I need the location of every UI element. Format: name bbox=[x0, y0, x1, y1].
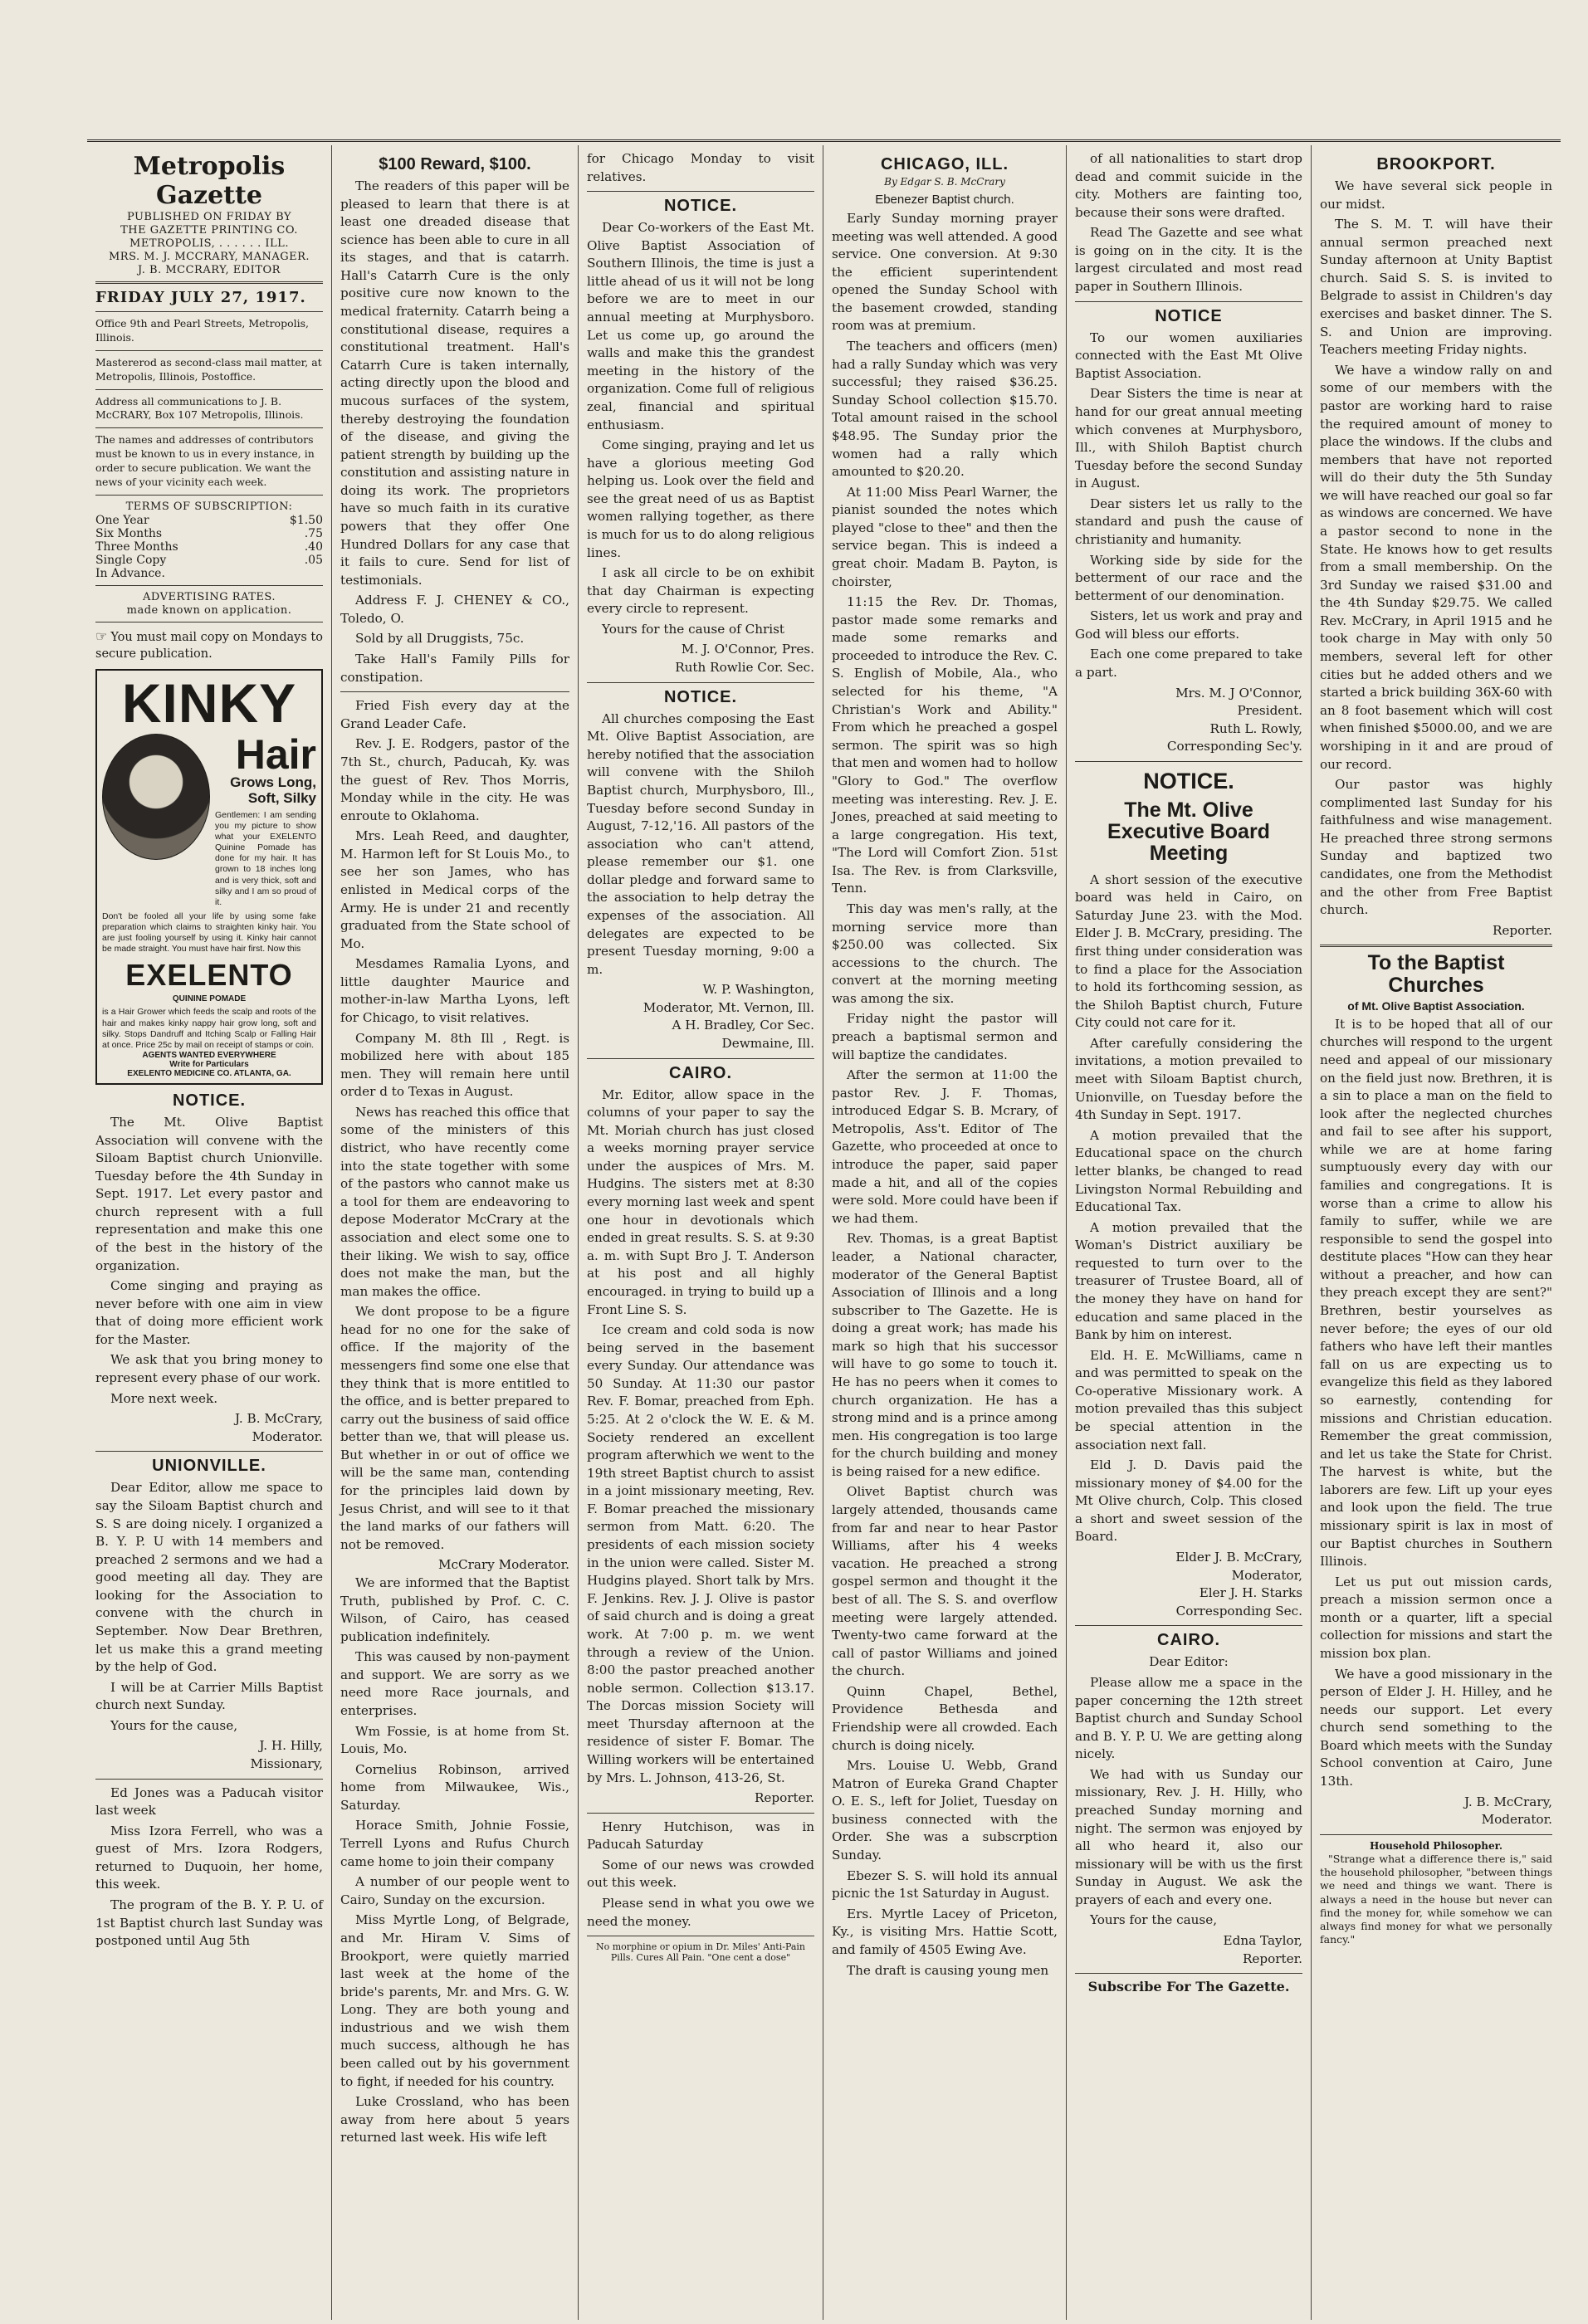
cairo-2-headline: CAIRO. bbox=[1157, 1631, 1220, 1650]
divider bbox=[95, 1779, 323, 1780]
subscription-title: TERMS OF SUBSCRIPTION: bbox=[125, 500, 293, 513]
paragraph: A motion prevailed that the Woman's District auxiliary be requested to turn over to the treasurer of Trustee Board, all of the money they have on hand for education and same placed in the Bank by him on interest. bbox=[1075, 1219, 1302, 1343]
paragraph: Ebezer S. S. will hold its annual picnic the 1st Saturday in August. bbox=[832, 1868, 1058, 1902]
subscription-row bbox=[95, 514, 323, 527]
subscription-term: Six Months bbox=[95, 526, 163, 540]
unionville-article bbox=[95, 1479, 323, 1735]
paragraph: Dear sisters let us rally to the standard and push the cause of christianity and humanity. bbox=[1075, 496, 1302, 547]
paragraph: After carefully considering the invitations, a motion prevailed to meet with Siloam Baptist church, Unionville, on Tuesday before the 4th Sunday in Sept. 1917. bbox=[1075, 1035, 1302, 1123]
paragraph: We are informed that the Baptist Truth, published by Prof. C. C. Wilson, of Cairo, has ceased publication indefinitely. bbox=[340, 1575, 569, 1644]
brookport-reporter: Reporter. bbox=[1492, 922, 1552, 938]
cairo-2-article bbox=[1075, 1674, 1302, 1930]
paragraph: Sold by all Druggists, 75c. bbox=[355, 631, 525, 647]
signature-line: Ruth Rowlie Cor. Sec. bbox=[675, 660, 814, 676]
paragraph: The Mt. Olive Baptist Association will convene with the Siloam Baptist church Unionville. Tuesday before the 4th Sunday in Sept. 1917. Let every pastor and church represent with a full representation and make this one of the best in the history of the organization. bbox=[95, 1114, 323, 1273]
kinky-hair-advertisement bbox=[95, 669, 323, 1085]
subscription-table bbox=[95, 514, 323, 580]
paragraph: A number of our people went to Cairo, Sunday on the excursion. bbox=[340, 1874, 569, 1907]
subscription-term: One Year bbox=[95, 513, 149, 527]
paragraph: Each one come prepared to take a part. bbox=[1075, 647, 1302, 681]
moderator-signature: McCrary Moderator. bbox=[437, 1557, 569, 1573]
subscription-price: .05 bbox=[304, 553, 323, 567]
paragraph: Luke Crossland, who has been away from here about 5 years returned last week. His wife left bbox=[340, 2094, 569, 2146]
address-notice: Address all communications to J. B. McCRARY, Box 107 Metropolis, Illinois. bbox=[95, 394, 304, 422]
divider bbox=[95, 427, 323, 428]
paragraph: Ed Jones was a Paducah visitor last week bbox=[95, 1784, 323, 1819]
household-headline: Household Philosopher. bbox=[1369, 1839, 1503, 1852]
ad-product-sub: QUININE POMADE bbox=[172, 994, 247, 1004]
newspaper-page bbox=[87, 145, 1561, 2320]
paragraph: Ice cream and cold soda is now being served in the basement every Sunday. Our attendance was 50 Sunday. At 11:30 our pastor Rev. F. Bomar, preached from Eph. 5:25. At 2 o'clock the W. E. & M. Society rendered an excellent program afterwhich we went to the 19th street Baptist church to assist in a joint missionary meeting, Rev. F. Bomar preached the missionary sermon from Matt. 6:20. The presidents of each mission society in the union were called. Sister M. Hudgins played. Short talk by Mrs. F. Jenkins. Rev. J. J. Olive is pastor of said church and is doing a great work. At 7:00 p. m. we went through a review of the Union. 8:00 the pastor preached another noble sermon. Collection $13.17. The Dorcas mission Society will meet Thursday afternoon at the residence of sister F. Bomar. The Willing workers will be entertained by Mrs. L. Johnson, 413-26, St. bbox=[587, 1322, 814, 1785]
paragraph: Early Sunday morning prayer meeting was well attended. A good service. One conversion. At 9:30 the efficient superintendent opened the Sunday School with the basement crowded, standing room was at premium. bbox=[832, 211, 1058, 334]
cairo-reporter: Reporter. bbox=[754, 1790, 814, 1806]
paragraph: Please send in what you owe we need the money. bbox=[587, 1896, 814, 1929]
notice-churches-headline: NOTICE. bbox=[663, 687, 738, 706]
paragraph: Our pastor was highly complimented last Sunday for his faithfulness and wise management. He preached three strong sermons Sunday and baptized two candidates, one from the Methodist and the other from Free Baptist church. bbox=[1320, 777, 1552, 918]
divider bbox=[1320, 1834, 1552, 1835]
ad-write: Write for Particulars bbox=[169, 1059, 249, 1069]
paragraph: Yours for the cause, bbox=[1090, 1912, 1218, 1928]
paragraph: Sisters, let us work and pray and God will bless our efforts. bbox=[1075, 608, 1302, 642]
ad-product: EXELENTO bbox=[125, 958, 293, 993]
paragraph: A motion prevailed that the Educational space on the church letter blanks, be changed to read Livingston Normal Rebuilding and Educational Tax. bbox=[1075, 1127, 1302, 1215]
baptist-churches-subhead: of Mt. Olive Baptist Association. bbox=[1347, 998, 1525, 1013]
paragraph: Fried Fish every day at the Grand Leader Cafe. bbox=[340, 698, 569, 731]
signature-line: Corresponding Sec'y. bbox=[1166, 739, 1302, 754]
paragraph: Olivet Baptist church was largely attended, thousands came from far and near to hear Pastor Williams, after his 4 weeks vacation. He preached a strong gospel sermon and thought it the best of all. The S. S. and overflow meeting were largely attended. Twenty-two came forward at the call of pastor Williams and joined the church. bbox=[832, 1484, 1058, 1679]
signature-line: Eler J. H. Starks bbox=[1199, 1585, 1302, 1601]
notice-signature bbox=[95, 1410, 323, 1446]
baptist-churches-signature bbox=[1320, 1794, 1552, 1829]
divider bbox=[1075, 1973, 1302, 1974]
subscription-price: $1.50 bbox=[289, 513, 323, 527]
continued-text: for Chicago Monday to visit relatives. bbox=[587, 151, 814, 184]
paragraph: Friday night the pastor will preach a baptismal sermon and will baptize the candidates. bbox=[832, 1011, 1058, 1062]
notice-churches-signature bbox=[587, 981, 814, 1052]
paragraph: The program of the B. Y. P. U. of 1st Baptist church last Sunday was postponed until Aug 5th bbox=[95, 1897, 323, 1949]
subscription-price bbox=[257, 567, 323, 580]
auxiliary-notice-headline: NOTICE bbox=[1155, 306, 1223, 325]
paragraph: Ers. Myrtle Lacey of Priceton, Ky., is visiting Mrs. Hattie Scott, and family of 4505 Ewing Ave. bbox=[832, 1906, 1058, 1957]
ad-company: EXELENTO MEDICINE CO. ATLANTA, GA. bbox=[127, 1068, 291, 1078]
chicago-headline: CHICAGO, ILL. bbox=[880, 155, 1009, 173]
paragraph: I ask all circle to be on exhibit that day Chairman is expecting every circle to represent. bbox=[587, 565, 814, 617]
signature-line: Reporter. bbox=[1242, 1950, 1302, 1966]
executive-board-headline: The Mt. Olive Executive Board Meeting bbox=[1107, 798, 1270, 866]
divider bbox=[1075, 1625, 1302, 1626]
signature-line: Elder J. B. McCrary, bbox=[1175, 1550, 1302, 1565]
local-news-2 bbox=[340, 1575, 569, 2147]
auxiliary-notice-article bbox=[1075, 330, 1302, 682]
chicago-article bbox=[832, 210, 1058, 1980]
reward-headline: $100 Reward, $100. bbox=[379, 155, 531, 173]
signature-line: A H. Bradley, Cor Sec. bbox=[672, 1018, 814, 1033]
paragraph: Dear Co-workers of the East Mt. Olive Baptist Association of Southern Illinois, the time is just a little ahead of us it will not be long before we are to meet in our annual meeting at Murphysboro. Let us come up, go around the walls and make this the grandest meeting in the history of the organization. Come full of religious zeal, financial and spiritual enthusiasm. bbox=[587, 220, 814, 432]
paragraph: More next week. bbox=[110, 1390, 218, 1406]
paragraph: This day was men's rally, at the morning service more than $250.00 was collected. Six accessions to the church. The convert at the morning meeting was among the six. bbox=[832, 901, 1058, 1006]
paragraph: Come singing, praying and let us have a glorious meeting God helping us. Look over the field and see the great need of us as Baptist women rallying together, as there is much for us to do along religious lines. bbox=[587, 437, 814, 560]
signature-line: Edna Taylor, bbox=[1223, 1933, 1302, 1949]
household-text: "Strange what a difference there is," said the household philosopher, "between things we need and things we want. There is always a need in the house but never can find the money for, while somehow we can always find money for what we personally fancy." bbox=[1320, 1852, 1552, 1946]
signature-line: Moderator. bbox=[252, 1428, 323, 1444]
divider bbox=[95, 350, 323, 351]
signature-line: M. J. O'Connor, Pres. bbox=[681, 642, 814, 657]
paragraph: A short session of the executive board was held in Cairo, on Saturday June 23. with the Mod. Elder J. B. McCrary, presiding. The first thing under consideration was to find a place for the Association to hold its forthcoming session, as the Shiloh Baptist church, Future City could not care for it. bbox=[1075, 872, 1302, 1031]
paragraph: of all nationalities to start drop dead and commit suicide in the city. Mothers are fainting too, because their sons were drafted. bbox=[1075, 151, 1302, 220]
baptist-churches-headline: To the Baptist Churches bbox=[1367, 951, 1505, 997]
paragraph: We have several sick people in our midst. bbox=[1320, 178, 1552, 212]
signature-line: Moderator. bbox=[1481, 1812, 1552, 1828]
cairo-headline: CAIRO. bbox=[669, 1063, 732, 1082]
masthead-title: Metropolis Gazette bbox=[133, 152, 286, 210]
subscription-term: Three Months bbox=[95, 540, 178, 554]
column-2 bbox=[332, 145, 579, 2320]
divider bbox=[95, 389, 323, 390]
paragraph: News has reached this office that some of the ministers of this district, who have recently come into the state together with some of the pastors who cannot make us a tool for them are endeavoring to depose Moderator McCrary at the association and elect some one to their liking. We wish to say, office does not make the man, but the man makes the office. bbox=[340, 1104, 570, 1299]
office-address: Office 9th and Pearl Streets, Metropolis, Illinois. bbox=[95, 317, 309, 344]
cairo-article bbox=[587, 1086, 814, 1788]
paragraph: Rev. Thomas, is a great Baptist leader, a National character, moderator of the General Baptist Association of Illinois and a long subscriber to The Gazette. He is doing a great work; has made his mark so high that his successor will have to go some to touch it. He has no peers when it comes to church organization. He has a strong mind and is a prince among men. His congregation is too large for the church building and money is being raised for a new edifice. bbox=[832, 1231, 1058, 1479]
unionville-headline: UNIONVILLE. bbox=[152, 1457, 266, 1476]
subscription-row bbox=[95, 527, 323, 540]
paragraph: Please allow me a space in the paper concerning the 12th street Baptist church and Sunday School and B. Y. P. U. We are getting along nicely. bbox=[1075, 1674, 1302, 1762]
paragraph: Quinn Chapel, Bethel, Providence Bethesda and Friendship were all crowded. Each church is doing nicely. bbox=[832, 1683, 1058, 1753]
paragraph: Let us put out mission cards, preach a mission sermon once a month or a quarter, lift a special collection for missions and start the mission box plan. bbox=[1320, 1574, 1552, 1662]
executive-board-signature bbox=[1075, 1549, 1302, 1620]
masthead-published: PUBLISHED ON FRIDAY BY bbox=[126, 211, 292, 223]
paragraph: All churches composing the East Mt. Olive Baptist Association, are hereby notified that the association will convene with the Shiloh Baptist church, Murphysboro, Ill., Tuesday before second Sunday in August, 7-12,'16. All pastors of the association who can't attend, please remember our $1. one dollar pledge and forward same to the association to help detray the expenses of the association. All delegates are expected to be present Tuesday morning, 9:00 a m. bbox=[587, 710, 814, 977]
ad-grower: is a Hair Grower which feeds the scalp and roots of the hair and makes kinky nappy hair grow long, soft and silky. Stops Dandruff and Itching Scalp or Falling Hair at once. Price 25c by mail on receipt of stamps or coin. bbox=[102, 1007, 316, 1050]
paragraph: Mrs. Leah Reed, and daughter, M. Harmon left for St Louis Mo., to see her son James, who has enlisted in Medical corps of the Army. He is under 21 and recently graduated from the State school of Mo. bbox=[340, 828, 569, 951]
paragraph: Address F. J. CHENEY & CO., Toledo, O. bbox=[340, 593, 569, 626]
paragraph: At 11:00 Miss Pearl Warner, the pianist sounded the notes which played "close to thee" and then the service began. This is indeed a great choir. Madam B. Payton, is choirster, bbox=[832, 484, 1058, 589]
executive-board-article bbox=[1075, 872, 1302, 1546]
reward-article bbox=[340, 178, 569, 686]
paragraph: The S. M. T. will have their annual sermon preached next Sunday afternoon at Unity Baptist church. Said S. S. is invited to Belgrade to assist in Children's day exercises and basket dinner. The S. S. and Union are improving. Teachers meeting Friday nights. bbox=[1320, 217, 1552, 358]
paragraph: Mrs. Louise U. Webb, Grand Matron of Eureka Grand Chapter O. E. S., left for Joliet, Tuesday on business connected with the Order. She was a subscrption Sunday. bbox=[832, 1758, 1058, 1863]
advertising-title: ADVERTISING RATES. bbox=[143, 590, 276, 603]
paragraph: After the sermon at 11:00 the pastor Rev. J. F. Thomas, introduced Edgar S. B. Mcrary, of Metropolis, Ass't. Editor of The Gazette, who proceeded at once to introduce the paper, said paper made a hit, and all of the copies were sold. More could have been if we had them. bbox=[832, 1067, 1058, 1226]
paragraph: Company M. 8th Ill , Regt. is mobilized here with about 185 men. They will remain here until order d to Texas in August. bbox=[340, 1030, 569, 1100]
signature-line: Moderator, bbox=[1231, 1567, 1302, 1583]
ad-headline: KINKY bbox=[121, 672, 297, 735]
paragraph: Henry Hutchison, was in Paducah Saturday bbox=[587, 1819, 814, 1853]
divider bbox=[95, 311, 323, 312]
miles-pills-ad: No morphine or opium in Dr. Miles' Anti-Pain Pills. Cures All Pain. "One cent a dose" bbox=[595, 1941, 806, 1964]
divider bbox=[340, 691, 569, 692]
signature-line: W. P. Washington, bbox=[702, 982, 814, 998]
paragraph: This was caused by non-payment and support. We are sorry as we need more Race journals, and enterprises. bbox=[340, 1649, 569, 1718]
notice-headline: NOTICE. bbox=[172, 1091, 247, 1110]
column-3 bbox=[579, 145, 823, 2320]
mail-note: ☞ You must mail copy on Mondays to secure publication. bbox=[95, 627, 323, 662]
divider bbox=[1320, 945, 1552, 947]
signature-line: J. H. Hilly, bbox=[259, 1738, 323, 1754]
masthead-manager: MRS. M. J. MCCRARY, MANAGER. bbox=[108, 251, 310, 263]
subscription-row bbox=[95, 567, 323, 580]
paragraph: We dont propose to be a figure head for no one for the sake of office. If the majority of the messengers find some one else that they think that is more entitled to the office, and is better prepared to carry out the business of said office better than we, that will please us. But whether in or out of office we will be the same man, contending for the principles laid down by Jesus Christ, and will see to it that the land marks of our fathers will not be removed. bbox=[340, 1304, 569, 1552]
paragraph: Horace Smith, Johnie Fossie, Terrell Lyons and Rufus Church came home to join their company bbox=[340, 1818, 569, 1869]
signature-line: Moderator, Mt. Vernon, Ill. bbox=[643, 999, 814, 1015]
paragraph: To our women auxiliaries connected with the East Mt Olive Baptist Association. bbox=[1075, 330, 1302, 381]
signature-line: Missionary, bbox=[250, 1756, 323, 1772]
paragraph: I will be at Carrier Mills Baptist church next Sunday. bbox=[95, 1679, 323, 1713]
paragraph: Dear Sisters the time is near at hand for our great annual meeting which convenes at Murphysboro, Ill., with Shiloh Baptist church Tuesday before the second Sunday in August. bbox=[1075, 386, 1302, 491]
divider bbox=[587, 682, 814, 683]
masthead-editor: J. B. MCCRARY, EDITOR bbox=[138, 264, 281, 276]
paragraph: The teachers and officers (men) had a rally Sunday which was very successful; they raised $36.25. Sunday School collection $15.70. Total amount raised in the school $48.95. The Sunday prior the women had a rally which amounted to $20.20. bbox=[832, 339, 1058, 480]
paragraph: Eld J. D. Davis paid the missionary money of $4.00 for the Mt Olive church, Colp. This closed a short and sweet session of the Board. bbox=[1075, 1457, 1302, 1545]
masthead-company: THE GAZETTE PRINTING CO. bbox=[120, 224, 298, 237]
paragraph: Dear Editor, allow me space to say the Siloam Baptist church and S. S are doing nicely. I organized a B. Y. P. U with 14 members and preached 2 sermons and we had a good meeting all day. They are looking for the Association to convene with the church in September. Now Dear Brethren, let us make this a grand meeting by the help of God. bbox=[95, 1480, 323, 1675]
local-items bbox=[95, 1784, 323, 1950]
paragraph: 11:15 the Rev. Dr. Thomas, pastor made some remarks and made some remarks and proceeded to introduce the Rev. C. S. English of Mobile, Ala., who selected for his theme, "A Christian's Work and Ability." From which he preached a gospel sermon. The spirit was so high that men and women had to hollow "Glory to God." The overflow meeting was interesting. Rev. J. E. Jones, preached at said meeting to a large congregation. His text, "The Lord will Comfort Zion. 51st Isa. The Rev. is from Clarksville, Tenn. bbox=[832, 594, 1058, 896]
paragraph: Rev. J. E. Rodgers, pastor of the 7th St., church, Paducah, Ky. was the guest of Rev. Thos Morris, Monday while in the city. He was enroute to Oklahoma. bbox=[340, 736, 569, 823]
unionville-signature bbox=[95, 1737, 323, 1773]
baptist-churches-article bbox=[1320, 1016, 1552, 1791]
paragraph: The draft is causing young men bbox=[847, 1962, 1049, 1978]
subscription-term: In Advance. bbox=[95, 566, 165, 580]
paragraph: Yours for the cause, bbox=[110, 1717, 238, 1733]
brookport-article bbox=[1320, 178, 1552, 920]
executive-notice-headline: NOTICE. bbox=[1143, 768, 1234, 793]
signature-line: Ruth L. Rowly, bbox=[1209, 720, 1302, 736]
column-1 bbox=[87, 145, 332, 2320]
subscription-price: .40 bbox=[304, 540, 323, 554]
ad-body: Don't be fooled all your life by using some fake preparation which claims to straighten kinky hair. You are just fooling yourself by using it. Kinky hair cannot be made straight. You must have hair first. Now this bbox=[102, 911, 316, 954]
subscription-row bbox=[95, 540, 323, 554]
paragraph: Take Hall's Family Pills for constipation. bbox=[340, 652, 569, 685]
divider bbox=[95, 281, 323, 284]
paragraph: Miss Izora Ferrell, who was a guest of Mrs. Izora Rodgers, returned to Duquoin, her home, this week. bbox=[95, 1823, 323, 1892]
divider bbox=[95, 585, 323, 586]
paragraph: Mr. Editor, allow space in the columns of your paper to say the Mt. Moriah church has just closed a weeks morning prayer service under the auspices of Mrs. M. Hudgins. The sisters met at 8:30 every morning last week and spent one hour in devotionals which ended in great results. S. S. at 9:30 a. m. with Supt Bro J. T. Anderson at his post and all highly encouraged. in trying to build up a Front Line S. S. bbox=[587, 1086, 814, 1317]
paragraph: It is to be hoped that all of our churches will respond to the urgent need and appeal of our missionary on the field just now. Brethren, it is a sin to place a man on the field to look after the neglected churches and fail to see after his support, while we are at home faring sumptuously every day with our families and congregations. It is worse than a crime to allow his family to suffer, while we are responsible to send the gospel into destitute places "How can they hear without a preacher, and how can they preach except they are sent?" Brethren, bestir yourselves as never before; the eyes of our old fathers who have left their mantles fall on us are expecting us to evangelize this field as they labored so earnestly, contending for missions and Christian education. Remember the great commission, and let us take the State for Christ. The harvest is white, but the laborers are few. Lift up your eyes and look upon the field. The true missionary spirit is lax in most of our Baptist churches in Southern Illinois. bbox=[1320, 1016, 1552, 1570]
notice-churches-article bbox=[587, 710, 814, 979]
subscription-row bbox=[95, 554, 323, 567]
ad-agents: AGENTS WANTED EVERYWHERE bbox=[142, 1050, 276, 1060]
column-4 bbox=[823, 145, 1067, 2320]
brookport-headline: BROOKPORT. bbox=[1376, 155, 1496, 173]
column-6 bbox=[1312, 145, 1561, 2320]
local-news bbox=[340, 697, 569, 1554]
auxiliary-notice-signature bbox=[1075, 685, 1302, 756]
signature-line: Dewmaine, Ill. bbox=[721, 1036, 814, 1052]
notice-co-workers-headline: NOTICE. bbox=[663, 197, 738, 216]
paragraph: Some of our news was crowded out this week. bbox=[587, 1857, 814, 1891]
page-top-rule bbox=[87, 139, 1561, 142]
cairo-2-signature bbox=[1075, 1932, 1302, 1968]
entered-notice: Mastererod as second-class mail matter, at Metropolis, Illinois, Postoffice. bbox=[95, 355, 322, 383]
advertising-sub: made known on application. bbox=[126, 603, 292, 617]
ad-hair-word: Hair bbox=[235, 731, 316, 779]
subscription-price: .75 bbox=[304, 526, 323, 540]
cairo-2-greeting: Dear Editor: bbox=[1149, 1654, 1229, 1670]
paragraph: Cornelius Robinson, arrived home from Milwaukee, Wis., Saturday. bbox=[340, 1761, 569, 1813]
signature-line: J. B. McCrary, bbox=[234, 1411, 323, 1427]
chicago-byline: By Edgar S. B. McCrary bbox=[884, 176, 1005, 188]
subscription-term: Single Copy bbox=[95, 553, 167, 567]
paragraph: Working side by side for the betterment of our race and the betterment of our denomination. bbox=[1075, 552, 1302, 603]
divider bbox=[587, 1813, 814, 1814]
divider bbox=[95, 1451, 323, 1452]
notice-co-workers-signature bbox=[587, 641, 814, 676]
subscribe-banner: Subscribe For The Gazette. bbox=[1087, 1979, 1290, 1995]
notice-article bbox=[95, 1114, 323, 1408]
ad-testimonial: Gentlemen: I am sending you my picture to show what your EXELENTO Quinine Pomade has done for my hair. It has grown to 18 inches long and is very thick, soft and silky and I am so proud of it. bbox=[215, 809, 316, 907]
issue-date: FRIDAY JULY 27, 1917. bbox=[95, 289, 306, 306]
notice-co-workers-article bbox=[587, 219, 814, 638]
paragraph: Miss Myrtle Long, of Belgrade, and Mr. Hiram V. Sims of Brookport, were quietly married last week at the home of the bride's parents, Mr. and Mrs. G. W. Long. They are both young and industrious and we wish them much success, although he has been called out by his government to fight, if needed for his country. bbox=[340, 1912, 569, 2089]
paragraph: Mesdames Ramalia Lyons, and little daughter Maurice and mother-in-law Martha Lyons, left for Chicago, to visit relatives. bbox=[340, 956, 569, 1026]
paragraph: Come singing and praying as never before with one aim in view that of doing more efficient work for the Master. bbox=[95, 1278, 323, 1347]
divider bbox=[587, 1058, 814, 1059]
pointing-hand-icon: ☞ bbox=[95, 627, 108, 644]
woman-portrait-icon bbox=[102, 734, 210, 860]
divider bbox=[95, 495, 323, 496]
column-5 bbox=[1067, 145, 1312, 2320]
signature-line: Corresponding Sec. bbox=[1175, 1603, 1302, 1618]
contributors-notice: The names and addresses of contributors must be known to us in every instance, in order to secure publication. We want the news of your vicinity each week. bbox=[95, 433, 315, 488]
paragraph: We have a good missionary in the person of Elder J. H. Hilley, and he needs our support. Let every church send something to the Board which meets with the Sunday School convention at Cairo, June 13th. bbox=[1320, 1666, 1552, 1789]
paragraph: Read The Gazette and see what is going on in the city. It is the largest circulated and most read paper in Southern Illinois. bbox=[1075, 225, 1302, 295]
divider bbox=[1075, 301, 1302, 302]
signature-line: J. B. McCrary, bbox=[1463, 1794, 1552, 1809]
paragraph: Wm Fossie, is at home from St. Louis, Mo. bbox=[340, 1723, 569, 1757]
paragraph: Eld. H. E. McWilliams, came n and was permitted to speak on the Co-operative Missionary work. A motion prevailed thas this subject be special attention in the association next fall. bbox=[1075, 1347, 1302, 1452]
ad-grows: Grows Long, Soft, Silky bbox=[230, 774, 316, 807]
continued-article bbox=[1075, 150, 1302, 296]
divider bbox=[1075, 761, 1302, 762]
closing-items bbox=[587, 1819, 814, 1931]
divider bbox=[587, 191, 814, 192]
paragraph: We had with us Sunday our missionary, Rev. J. H. Hilly, who preached Sunday morning and night. The sermon was enjoyed by all who heard it, also our missionary will be with us the first Sunday in August. We ask the prayers of each and every one. bbox=[1075, 1766, 1302, 1907]
chicago-subhead: Ebenezer Baptist church. bbox=[875, 193, 1014, 207]
signature-line: Mrs. M. J O'Connor, bbox=[1175, 685, 1302, 701]
signature-line: President. bbox=[1237, 703, 1302, 719]
paragraph: We ask that you bring money to represent every phase of our work. bbox=[95, 1352, 323, 1386]
paragraph: The readers of this paper will be pleased to learn that there is at least one dreaded disease that science has been able to cure in all its stages, and that is catarrh. Hall's Catarrh Cure is the only positive cure now known to the medical fraternity. Catarrh being a constitutional disease, requires a constitutional treatment. Hall's Catarrh Cure is taken internally, acting directly upon the blood and mucous surfaces of the system, thereby destroying the foundation of the disease, and giving the patient strength by building up the constitution and assisting nature in doing its work. The proprietors have so much faith in its curative powers that they offer One Hundred Dollars for any case that it fails to cure. Send for list of testimonials. bbox=[340, 178, 569, 588]
paragraph: We have a window rally on and some of our members with the pastor are working hard to raise the required amount of money to place the windows. If the clubs and members that have not reported will do their duty the 5th Sunday we will have reached our goal so far as windows are concerned. We have a pastor second to none in the State. He knows how to get results from a small membership. On the 3rd Sunday we raised $31.00 and the 4th Sunday $29.75. We called Rev. McCrary, in April 1915 and he took charge in May with only 50 members, several left for other cities but he added others and we started a brick building 36X-60 with an 8 foot basement which will cost when finished $5000.00, and we are worshiping in it and are proud of our record. bbox=[1320, 362, 1552, 772]
masthead-city: METROPOLIS, . . . . . . ILL. bbox=[129, 237, 289, 250]
paragraph: Yours for the cause of Christ bbox=[602, 621, 785, 637]
